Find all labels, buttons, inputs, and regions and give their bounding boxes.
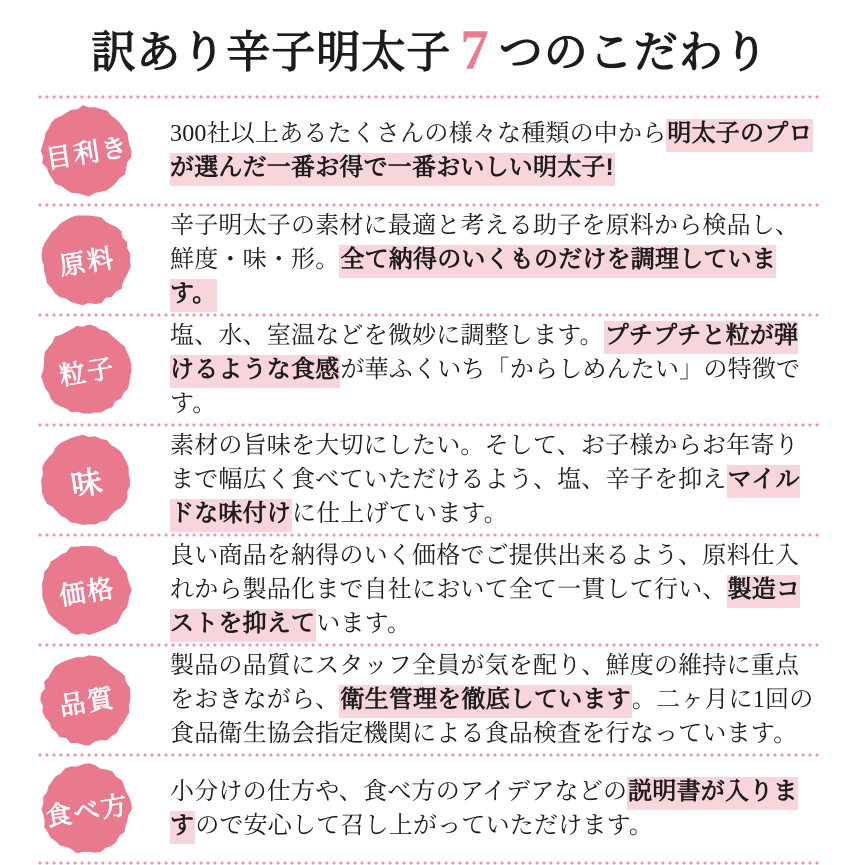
badge-label: 目利き <box>43 132 132 174</box>
section-text <box>170 649 822 751</box>
section-row <box>38 647 822 753</box>
text-segment: 辛子明太子の素材に最適と考える助子を原料から検品し、鮮度・味・形。 <box>170 213 800 274</box>
text-segment: 良い商品を納得のいく価格でご提供出来るよう、原料仕入れから製品化まで自社において全て一貫して行い、 <box>170 543 800 604</box>
badge-label: 原料 <box>57 243 118 281</box>
highlighted-text: 説明書が入ります <box>170 777 798 844</box>
section-row <box>38 757 822 861</box>
section-text <box>170 429 822 531</box>
section-row <box>38 317 822 423</box>
section-text <box>170 539 822 641</box>
section-text <box>170 775 822 843</box>
section-badge <box>38 652 134 748</box>
text-segment: 製品の品質にスタッフ全員が気を配り、鮮度の維持に重点をおきながら、 <box>170 653 800 714</box>
highlighted-text: プチプチと粒が弾けるような食感 <box>170 321 798 388</box>
badge-label: 品質 <box>57 683 118 721</box>
text-segment: います。 <box>316 611 412 638</box>
highlighted-text: 製造コストを抑えて <box>170 575 800 642</box>
title-suffix: つのこだわり <box>498 28 769 77</box>
text-segment: 塩、水、室温などを微妙に調整します。 <box>170 323 604 350</box>
section-text <box>170 319 822 421</box>
text-segment: に仕上げています。 <box>292 501 508 528</box>
section-row <box>38 207 822 313</box>
title-number: 7 <box>460 19 490 82</box>
highlighted-text: 明太子のプロが選んだ一番お得で一番おいしい明太子! <box>170 119 813 186</box>
dotted-divider <box>38 861 822 865</box>
title-prefix: 訳あり辛子明太子 <box>91 28 452 77</box>
section-badge <box>38 761 134 857</box>
sections <box>38 99 822 865</box>
section-badge <box>38 322 134 418</box>
text-segment: ので安心して召し上がっていただけます。 <box>195 813 654 840</box>
text-segment: 300社以上あるたくさんの様々な種類の中から <box>170 121 667 148</box>
section-text <box>170 117 822 185</box>
section-row <box>38 427 822 533</box>
highlighted-text: 全て納得のいくものだけを調理しています。 <box>170 245 776 312</box>
section-badge <box>38 432 134 528</box>
text-segment: 素材の旨味を大切にしたい。そして、お子様からお年寄りまで幅広く食べていただけるよう、塩、辛子を抑え <box>170 433 799 494</box>
badge-label: 食べ方 <box>43 790 132 832</box>
badge-label: 価格 <box>57 573 118 611</box>
badge-label: 粒子 <box>57 353 118 391</box>
text-segment: 小分けの仕方や、食べ方のアイデアなどの <box>170 779 628 806</box>
section-row <box>38 99 822 203</box>
section-badge <box>38 103 134 199</box>
text-segment: が華ふくいち「からしめんたい」の特徴です。 <box>170 357 801 418</box>
highlighted-text: マイルドな味付け <box>170 465 800 532</box>
text-segment: 。二ヶ月に1回の食品衛生協会指定機関による食品検査を行なっています。 <box>170 687 814 748</box>
page-title <box>38 19 822 82</box>
section-text <box>170 209 822 311</box>
section-badge <box>38 212 134 308</box>
section-badge <box>38 542 134 638</box>
badge-label: 味 <box>68 463 107 503</box>
section-row <box>38 537 822 643</box>
highlighted-text: 衛生管理を徹底しています <box>339 685 631 718</box>
